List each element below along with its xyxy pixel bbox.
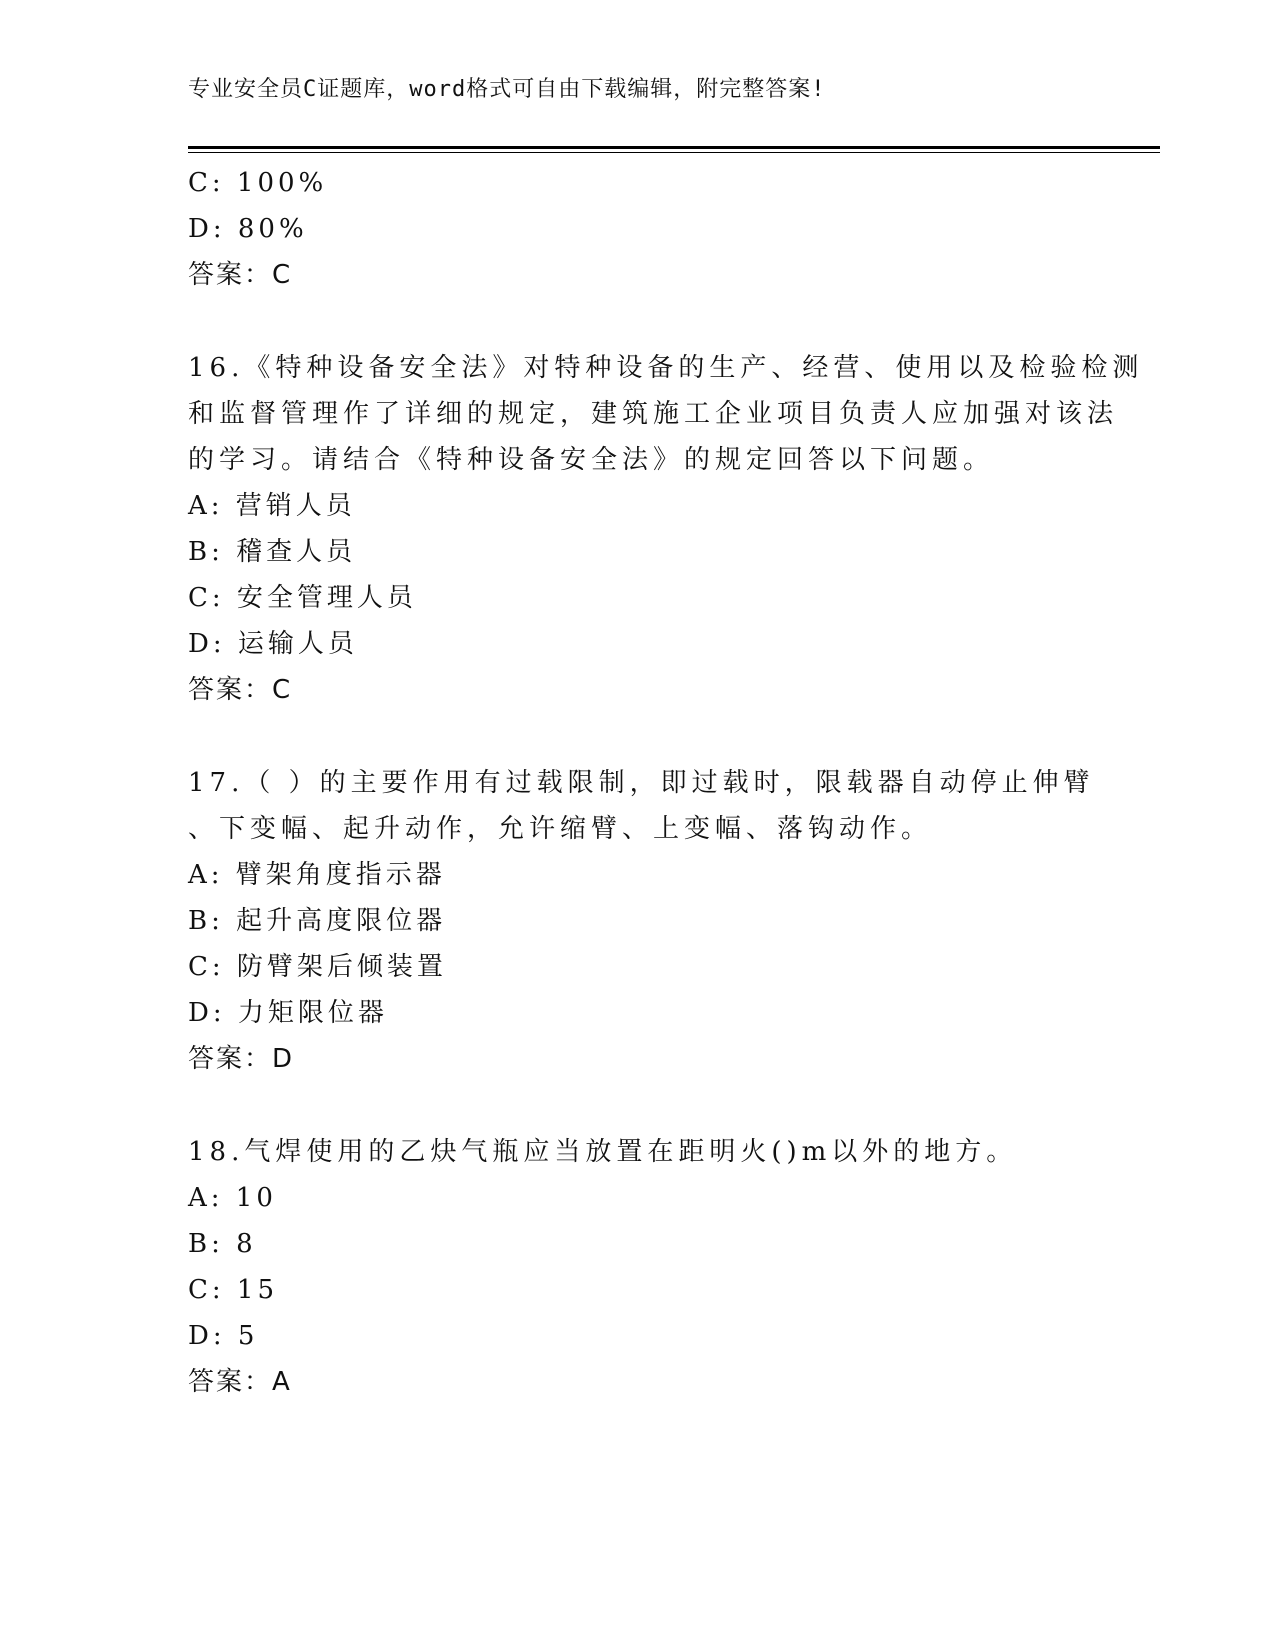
- option-c: C: 防臂架后倾装置: [188, 952, 447, 982]
- spacer: [188, 298, 1088, 345]
- question-stem-line: 和监督管理作了详细的规定，建筑施工企业项目负责人应加强对该法: [188, 399, 1119, 429]
- option-b: B: 8: [188, 1229, 257, 1259]
- option-d: D: 80%: [188, 214, 308, 244]
- option-a: A: 营销人员: [188, 491, 356, 521]
- option-d: D: 5: [188, 1321, 259, 1351]
- option-c: C: 安全管理人员: [188, 583, 417, 613]
- question-17: [188, 760, 1095, 1082]
- question-stem-line: 18.气焊使用的乙炔气瓶应当放置在距明火()m以外的地方。: [188, 1137, 1018, 1167]
- question-list: [188, 160, 1144, 1405]
- spacer: [188, 1082, 1088, 1129]
- header-rule-thin: [188, 152, 1160, 153]
- option-d: D: 运输人员: [188, 629, 358, 659]
- answer: 答案：C: [188, 260, 293, 290]
- question-stem-line: 16.《特种设备安全法》对特种设备的生产、经营、使用以及检验检测: [188, 353, 1144, 383]
- spacer: [188, 713, 1088, 760]
- option-c: C: 100%: [188, 168, 328, 198]
- option-c: C: 15: [188, 1275, 279, 1305]
- option-a: A: 10: [188, 1183, 277, 1213]
- option-d: D: 力矩限位器: [188, 998, 388, 1028]
- option-b: B: 稽查人员: [188, 537, 357, 567]
- answer: 答案：A: [188, 1367, 292, 1397]
- question-16: [188, 345, 1144, 713]
- page-header: 专业安全员C证题库，word格式可自由下载编辑，附完整答案!: [188, 77, 826, 102]
- header-rule-thick: [188, 146, 1160, 149]
- answer: 答案：D: [188, 1044, 295, 1074]
- question-stem-line: 17.（ ）的主要作用有过载限制，即过载时，限载器自动停止伸臂: [188, 768, 1095, 798]
- question-stem-line: 、下变幅、起升动作，允许缩臂、上变幅、落钩动作。: [188, 814, 933, 844]
- option-a: A: 臂架角度指示器: [188, 860, 446, 890]
- question-15-tail: [188, 160, 1088, 298]
- question-18: [188, 1129, 1088, 1405]
- answer: 答案：C: [188, 675, 293, 705]
- question-stem-line: 的学习。请结合《特种设备安全法》的规定回答以下问题。: [188, 445, 995, 475]
- option-b: B: 起升高度限位器: [188, 906, 447, 936]
